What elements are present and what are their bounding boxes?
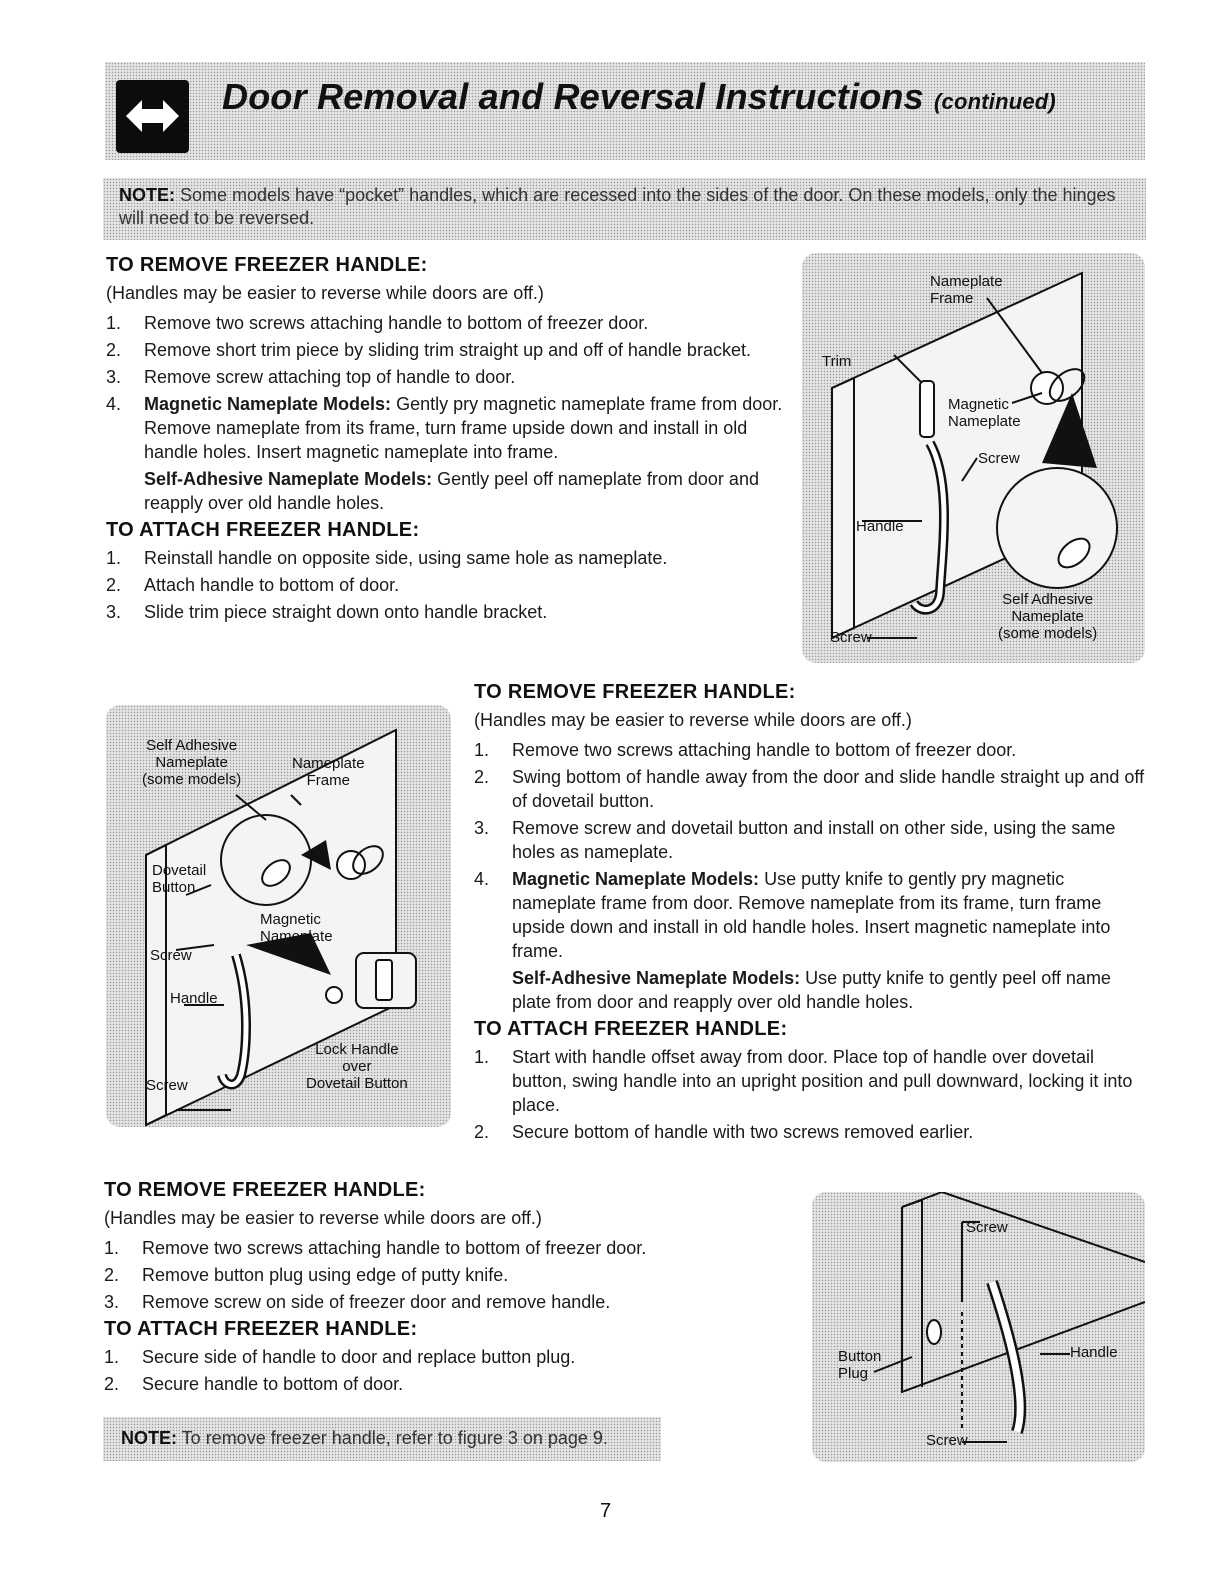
label-trim: Trim xyxy=(822,353,852,370)
list-item: 1. Secure side of handle to door and replace button plug. xyxy=(104,1347,576,1367)
page-title: Door Removal and Reversal Instructions (continued) xyxy=(222,76,1056,117)
label-screw-bottom: Screw xyxy=(830,629,872,646)
label-handle: Handle xyxy=(856,518,904,535)
self-adhesive-step: Self-Adhesive Nameplate Models: Use putty knife to gently peel off name plate from door and reapply over old handle holes. xyxy=(512,968,1111,1012)
title-continued: (continued) xyxy=(934,89,1056,114)
label-screw-bottom: Screw xyxy=(146,1077,188,1094)
label-screw-bottom: Screw xyxy=(926,1432,968,1449)
list-item: 3. Remove screw and dovetail button and install on other side, using the same holes as nameplate. xyxy=(474,818,1116,862)
label-screw-mid: Screw xyxy=(150,947,192,964)
remove-heading: TO REMOVE FREEZER HANDLE: xyxy=(104,1179,426,1201)
label-screw-top: Screw xyxy=(966,1219,1008,1236)
list-item: 2. Secure bottom of handle with two screws removed earlier. xyxy=(474,1122,974,1142)
label-handle: Handle xyxy=(1070,1344,1118,1361)
list-item: 2. Swing bottom of handle away from the door and slide handle straight up and off of dovetail button. xyxy=(474,767,1145,811)
intro-text: (Handles may be easier to reverse while doors are off.) xyxy=(104,1208,542,1228)
list-item: 1. Start with handle offset away from door. Place top of handle over dovetail button, swing handle into an upright position and pull downward, locking it into place. xyxy=(474,1047,1133,1115)
figure-3-illustration xyxy=(812,1192,1145,1462)
attach-steps xyxy=(474,1045,1146,1144)
label-self-adhesive: Self Adhesive Nameplate (some models) xyxy=(142,737,242,788)
remove-steps xyxy=(104,1236,784,1314)
note-top xyxy=(103,178,1146,240)
label-screw-top: Screw xyxy=(978,450,1020,467)
label-handle: Handle xyxy=(170,990,218,1007)
attach-heading: TO ATTACH FREEZER HANDLE: xyxy=(474,1018,788,1040)
remove-heading: TO REMOVE FREEZER HANDLE: xyxy=(106,254,428,276)
intro-text: (Handles may be easier to reverse while doors are off.) xyxy=(474,710,912,730)
figure-1-illustration xyxy=(802,253,1145,663)
list-item: 1. Reinstall handle on opposite side, using same hole as nameplate. xyxy=(106,548,668,568)
list-item: 1. Remove two screws attaching handle to bottom of freezer door. xyxy=(106,313,649,333)
list-item: 3. Slide trim piece straight down onto handle bracket. xyxy=(106,602,548,622)
list-item: 2. Attach handle to bottom of door. xyxy=(106,575,400,595)
label-magnetic-nameplate: Magnetic Nameplate xyxy=(260,911,333,945)
intro-text: (Handles may be easier to reverse while doors are off.) xyxy=(106,283,544,303)
attach-heading: TO ATTACH FREEZER HANDLE: xyxy=(106,519,420,541)
label-dovetail-button: Dovetail Button xyxy=(152,862,207,896)
page-number: 7 xyxy=(600,1500,612,1522)
list-item: 2. Secure handle to bottom of door. xyxy=(104,1374,404,1394)
attach-heading: TO ATTACH FREEZER HANDLE: xyxy=(104,1318,418,1340)
list-item: 4. Magnetic Nameplate Models: Use putty knife to gently pry magnetic nameplate frame from door. Remove nameplate from its frame, turn frame upside down and install in old handle holes. Insert magnetic nameplate into frame. xyxy=(474,869,1111,961)
label-self-adhesive: Self Adhesive Nameplate (some models) xyxy=(998,591,1098,642)
remove-steps xyxy=(106,311,786,464)
label-lock-handle: Lock Handle over Dovetail Button xyxy=(306,1041,408,1092)
remove-heading: TO REMOVE FREEZER HANDLE: xyxy=(474,681,796,703)
list-item: 3. Remove screw on side of freezer door and remove handle. xyxy=(104,1292,611,1312)
attach-steps xyxy=(104,1345,784,1396)
note-label: NOTE: xyxy=(119,185,175,205)
list-item: 4. Magnetic Nameplate Models: Gently pry magnetic nameplate frame from door. Remove nameplate from its frame, turn frame upside down and install in old handle holes. Insert magnetic nameplate into frame. xyxy=(106,394,783,462)
note-label: NOTE: xyxy=(121,1428,177,1448)
label-nameplate-frame: Nameplate Frame xyxy=(292,755,365,789)
double-arrow-icon xyxy=(116,80,189,153)
note-text: Some models have “pocket” handles, which are recessed into the sides of the door. On these models, only the hinges will need to be reversed. xyxy=(119,185,1116,228)
figure-2-illustration xyxy=(106,705,451,1127)
list-item: 1. Remove two screws attaching handle to bottom of freezer door. xyxy=(474,740,1017,760)
section-1 xyxy=(106,253,786,627)
note-bottom xyxy=(103,1417,661,1461)
section-3 xyxy=(104,1178,784,1399)
list-item: 2. Remove button plug using edge of putty knife. xyxy=(104,1265,509,1285)
section-2 xyxy=(474,680,1146,1147)
list-item: 2. Remove short trim piece by sliding trim straight up and off of handle bracket. xyxy=(106,340,751,360)
label-button-plug: Button Plug xyxy=(838,1348,882,1382)
label-nameplate-frame: Nameplate Frame xyxy=(930,273,1003,307)
label-magnetic-nameplate: Magnetic Nameplate xyxy=(948,396,1021,430)
note-text: To remove freezer handle, refer to figure 3 on page 9. xyxy=(177,1428,608,1448)
list-item: 3. Remove screw attaching top of handle to door. xyxy=(106,367,516,387)
attach-steps xyxy=(106,546,786,624)
list-item: 1. Remove two screws attaching handle to bottom of freezer door. xyxy=(104,1238,647,1258)
remove-steps xyxy=(474,738,1146,963)
self-adhesive-step: Self-Adhesive Nameplate Models: Gently peel off nameplate from door and reapply over old handle holes. xyxy=(144,469,759,513)
